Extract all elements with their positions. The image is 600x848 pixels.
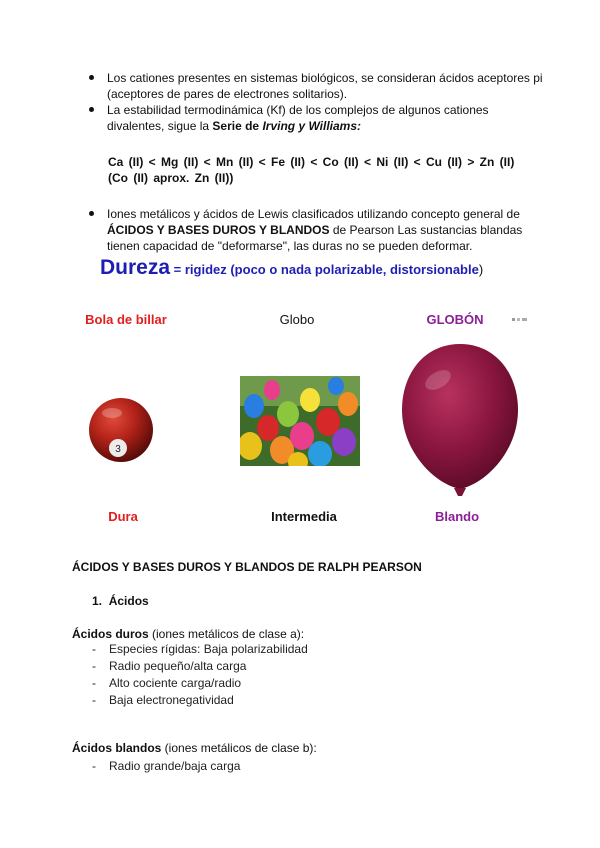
acidos-duros-subtitle: (iones metálicos de clase a): [148, 627, 305, 641]
dureza-close-paren: ) [478, 262, 484, 277]
acidos-bases-label: ÁCIDOS Y BASES DUROS Y BLANDOS [107, 223, 330, 237]
series-line-1: Ca (II) < Mg (II) < Mn (II) < Fe (II) < Co (II) < Ni (II) < Cu (II) > Zn (II) [108, 155, 515, 169]
acidos-duros-title: Ácidos duros [72, 627, 149, 641]
label-intermedia: Intermedia [271, 509, 337, 524]
big-balloon-image [398, 340, 522, 502]
numbered-item-label: Ácidos [108, 594, 149, 608]
dureza-word: Dureza [100, 256, 171, 279]
serie-label: Serie de [212, 119, 263, 133]
label-bola-de-billar: Bola de billar [85, 312, 167, 327]
bullet-cationes [88, 70, 548, 102]
label-globo: Globo [279, 312, 315, 327]
label-dura: Dura [108, 509, 138, 524]
bullet-pearson-post: de Pearson Las sustancias blandas tienen capacidad de "deformarse", las duras no se pueden deformar. [107, 223, 523, 253]
acidos-duros-heading [72, 627, 304, 641]
acidos-blandos-title: Ácidos blandos [72, 741, 162, 755]
label-blando: Blando [434, 509, 480, 524]
acidos-blandos-list [92, 758, 240, 775]
irving-williams-series [108, 154, 538, 186]
dureza-definition [100, 256, 483, 280]
list-item: - Especies rígidas: Baja polarizabilidad [92, 641, 308, 658]
list-item: - Alto cociente carga/radio [92, 675, 308, 692]
billiard-ball-image [88, 397, 154, 463]
acidos-duros-list [92, 641, 308, 709]
bullet-estabilidad-text: La estabilidad termodinámica (Kf) de los complejos de algunos cationes divalentes, sigue la [107, 103, 489, 133]
bullet-estabilidad [88, 102, 548, 134]
bullet-pearson-pre: Iones metálicos y ácidos de Lewis clasificados utilizando concepto general de [107, 207, 520, 221]
numbered-item-acidos [92, 594, 149, 608]
list-item: - Radio pequeño/alta carga [92, 658, 308, 675]
billiard-ball-number: 3 [115, 444, 121, 455]
list-item: - Baja electronegatividad [92, 692, 308, 709]
pearson-bullet-list [88, 206, 548, 254]
bullet-pearson [88, 206, 548, 254]
acidos-blandos-heading [72, 741, 317, 755]
list-item: - Radio grande/baja carga [92, 758, 240, 775]
section-title: ÁCIDOS Y BASES DUROS Y BLANDOS DE RALPH PEARSON [72, 560, 422, 574]
intro-bullet-list [88, 70, 548, 134]
small-mark-icon [512, 311, 528, 316]
bullet-cationes-text: Los cationes presentes en sistemas biológicos, se consideran ácidos aceptores pi (aceptores de pares de electrones solitarios). [107, 71, 543, 101]
balloons-photo [240, 376, 360, 466]
acidos-blandos-subtitle: (iones metálicos de clase b): [161, 741, 317, 755]
label-globon: GLOBÓN [426, 312, 484, 327]
numbered-item-number: 1. [92, 594, 103, 608]
series-line-2: (Co (II) aprox. Zn (II)) [108, 171, 234, 185]
irving-williams-label: Irving y Williams: [262, 119, 362, 133]
dureza-meaning: = rigidez (poco o nada polarizable, distorsionable [170, 262, 479, 277]
